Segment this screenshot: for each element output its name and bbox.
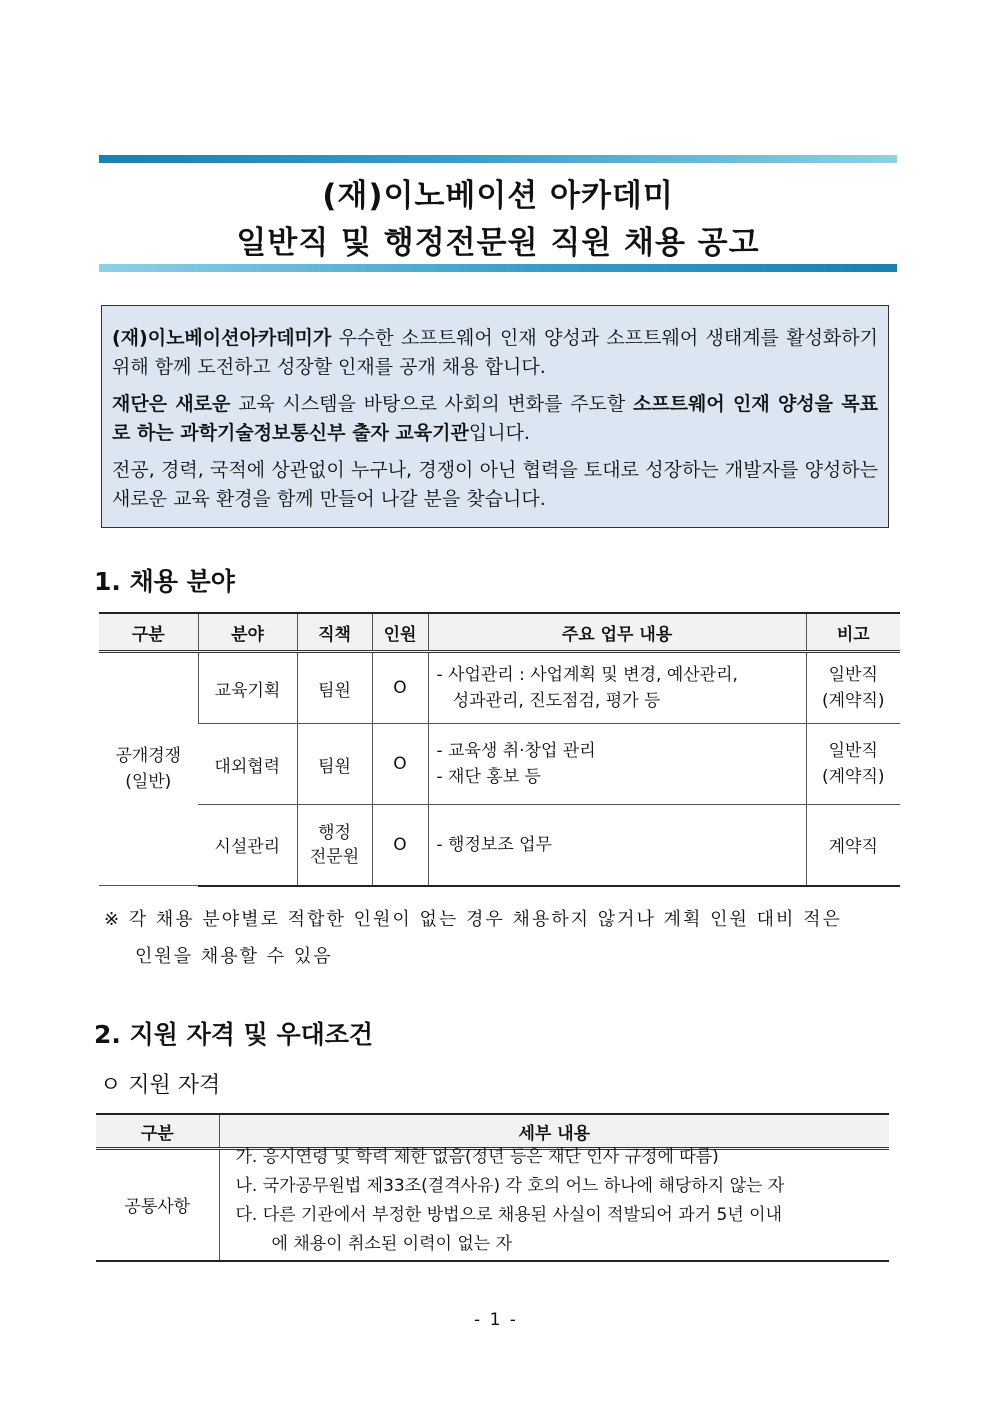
title-bar-top — [99, 155, 897, 163]
header-field: 분야 — [198, 613, 297, 652]
category-line2: (일반) — [125, 772, 172, 792]
title-bar-bottom — [99, 264, 897, 272]
intro-p1-text: 우수한 소프트웨어 인재 양성과 소프트웨어 생태계를 활성화하기 위해 함께 도전하고 성장할 인재를 공개 채용 합니다. — [112, 327, 878, 378]
note-cell — [806, 724, 900, 805]
task-line: - 재단 홍보 등 — [436, 767, 541, 787]
position-cell: 팀원 — [297, 724, 372, 805]
task-line: - 행정보조 업무 — [436, 834, 552, 855]
note-line-1: ※ 각 채용 분야별로 적합한 인원이 없는 경우 채용하지 않거나 계획 인원 대비 적은 — [104, 909, 842, 930]
category-line1: 공개경쟁 — [115, 746, 182, 766]
intro-paragraph-2 — [112, 390, 878, 448]
row-label: 공통사항 — [96, 1149, 219, 1261]
table-row — [96, 1149, 889, 1261]
section1-heading: 1. 채용 분야 — [94, 567, 235, 596]
title-line1: (재)이노베이션 아카데미 — [322, 178, 674, 214]
count-cell: O — [372, 805, 428, 886]
note-line-2: 인원을 채용할 수 있음 — [135, 946, 333, 967]
recruitment-table — [99, 612, 900, 887]
qualification-item: 다. 다른 기관에서 부정한 방법으로 채용된 사실이 적발되어 과거 5년 이내 — [235, 1205, 782, 1225]
qualification-item: 가. 응시연령 및 학력 제한 없음(정년 등은 재단 인사 규정에 따름) — [235, 1147, 719, 1167]
note-cell: 계약직 — [806, 805, 900, 886]
note-cell — [806, 652, 900, 724]
position-cell: 팀원 — [297, 652, 372, 724]
category-cell — [99, 652, 198, 886]
task-line: - 교육생 취·창업 관리 — [436, 741, 596, 761]
note-line1: 일반직 — [828, 665, 878, 685]
intro-p2-end: 입니다. — [468, 422, 530, 444]
intro-paragraph-3: 전공, 경력, 국적에 상관없이 누구나, 경쟁이 아닌 협력을 토대로 성장하는 개발자를 양성하는 새로운 교육 환경을 함께 만들어 나갈 분을 찾습니다. — [112, 459, 878, 510]
intro-p2-bold1: 재단은 새로운 — [112, 393, 231, 415]
qualification-table — [96, 1113, 889, 1262]
qualification-item-continued: 에 채용이 취소된 이력이 없는 자 — [271, 1234, 513, 1254]
section2-heading: 2. 지원 자격 및 우대조건 — [94, 1020, 374, 1049]
task-line: 성과관리, 진도점검, 평가 등 — [436, 691, 661, 711]
task-cell — [428, 724, 806, 805]
header-position: 직책 — [297, 613, 372, 652]
field-cell: 교육기획 — [198, 652, 297, 724]
header-category: 구분 — [99, 613, 198, 652]
intro-paragraph-1 — [112, 324, 878, 382]
table-row — [99, 724, 900, 805]
table-header-row — [99, 613, 900, 652]
note-line2: (계약직) — [821, 767, 885, 787]
position-line2: 전문원 — [309, 846, 360, 867]
qualification-item: 나. 국가공무원법 제33조(결격사유) 각 호의 어느 하나에 해당하지 않는 자 — [235, 1176, 785, 1196]
intro-box — [101, 305, 889, 528]
title-line2: 일반직 및 행정전문원 직원 채용 공고 — [236, 225, 760, 261]
header-task: 주요 업무 내용 — [428, 613, 806, 652]
count-cell: O — [372, 652, 428, 724]
header-note: 비고 — [806, 613, 900, 652]
field-cell: 시설관리 — [198, 805, 297, 886]
note-line2: (계약직) — [821, 691, 885, 711]
intro-p2-mid: 교육 시스템을 바탕으로 사회의 변화를 주도할 — [230, 393, 633, 415]
header-count: 인원 — [372, 613, 428, 652]
intro-org-name: (재)이노베이션아카데미가 — [112, 327, 332, 349]
table-row — [99, 652, 900, 724]
field-cell: 대외협력 — [198, 724, 297, 805]
count-cell: O — [372, 724, 428, 805]
note-line1: 일반직 — [828, 741, 878, 761]
table-row — [99, 805, 900, 886]
intro-p2-bold2: 소프트웨어 인재 양성을 목표로 하는 과학기술정보통신부 출자 교육기관 — [112, 393, 878, 444]
header-detail: 세부 내용 — [219, 1114, 889, 1149]
section2-subheading: ㅇ 지원 자격 — [100, 1073, 221, 1098]
task-cell — [428, 652, 806, 724]
detail-cell — [219, 1149, 889, 1261]
position-line1: 행정 — [318, 822, 351, 843]
page-number: - 1 - — [474, 1310, 518, 1330]
task-cell — [428, 805, 806, 886]
header-category: 구분 — [96, 1114, 219, 1149]
position-cell — [297, 805, 372, 886]
task-line: - 사업관리 : 사업계획 및 변경, 예산관리, — [436, 665, 738, 685]
